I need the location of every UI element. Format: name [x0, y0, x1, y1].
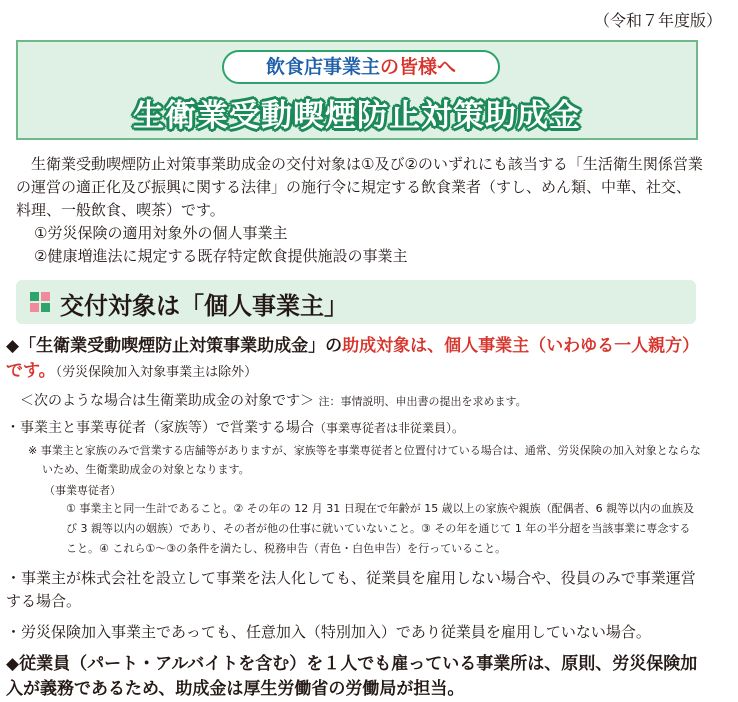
case-item-1-small: （事業専従者は非従業員）。 — [314, 421, 465, 435]
diamond-marker-2: ◆ — [6, 654, 20, 674]
case-item-1-text: ・事業主と事業専従者（家族等）で営業する場合 — [6, 420, 314, 436]
section-title: 交付対象は「個人事業主」 — [60, 292, 348, 320]
content-body — [6, 334, 706, 702]
family-label: （事業専従者） — [44, 484, 121, 497]
title-banner — [16, 40, 698, 140]
lead-highlight: 助成対象は、個人事業主（いわゆる一人親方）です。 — [6, 336, 700, 381]
case-item-1 — [6, 418, 706, 438]
four-squares-icon — [30, 292, 50, 312]
employer-note — [6, 652, 706, 702]
case-item-3: ・労災保険加入事業主であっても、任意加入（特別加入）であり従業員を雇用していない場合。 — [6, 623, 651, 641]
intro-item-1: ①労災保険の適用対象外の個人事業主 — [34, 224, 288, 242]
family-conditions: ① 事業主と同一生計であること。② その年の 12 月 31 日現在で年齢が 15 歳以上の家族や親族（配偶者、6 親等以内の血族及び 3 親等以内の姻族）であり、その者が他の仕事に就いていないこと。③ その年を通じて 1 年の半分超を当該事業に専念すること。④ これら①～③の条件を満たし、税務申告（青色・白色申告）を行っていること。 — [66, 502, 695, 555]
page-title: 生衛業受動喫煙防止対策助成金 — [133, 98, 581, 134]
case-item-2: ・事業主が株式会社を設立して事業を法人化しても、従業員を雇用しない場合や、役員のみで事業運営する場合。 — [6, 569, 696, 610]
audience-greeting: の皆様へ — [380, 56, 457, 78]
cases-note: 注：事情説明、申出書の提出を求めます。 — [318, 395, 527, 408]
audience-pill — [222, 50, 500, 84]
intro-item-2: ②健康増進法に規定する既存特定飲食提供施設の事業主 — [34, 247, 408, 265]
audience-owner: 飲食店事業主 — [265, 56, 380, 78]
section-header — [16, 280, 696, 324]
lead-text: 「生衛業受動喫煙防止対策事業助成金」の — [19, 336, 343, 356]
edition-label: （令和７年度版） — [593, 11, 722, 30]
employer-note-text: 従業員（パート・アルバイトを含む）を１人でも雇っている事業所は、原則、労災保険加入が義務であるため、助成金は厚生労働省の労働局が担当。 — [6, 654, 698, 699]
intro-paragraph: 生衛業受動喫煙防止対策事業助成金の交付対象は①及び②のいずれにも該当する「生活衛生関係営業の運営の適正化及び振興に関する法律」の施行令に規定する飲食業者（すし、めん類、中華、社交、料理、一般飲食、喫茶）です。 — [16, 155, 703, 219]
cases-intro-line — [20, 391, 706, 412]
intro-block — [16, 153, 704, 268]
lead-exclusion: （労災保険加入対象事業主は除外） — [55, 365, 258, 380]
family-note: ※ 事業主と家族のみで営業する店舗等がありますが、家族等を事業専従者と位置付けている場合は、通常、労災保険の加入対象とならないため、生衛業助成金の対象となります。 — [28, 444, 701, 476]
diamond-marker: ◆ — [6, 336, 20, 356]
cases-intro: ＜次のような場合は生衛業助成金の対象です＞ — [20, 393, 314, 409]
eligibility-lead — [6, 334, 706, 385]
